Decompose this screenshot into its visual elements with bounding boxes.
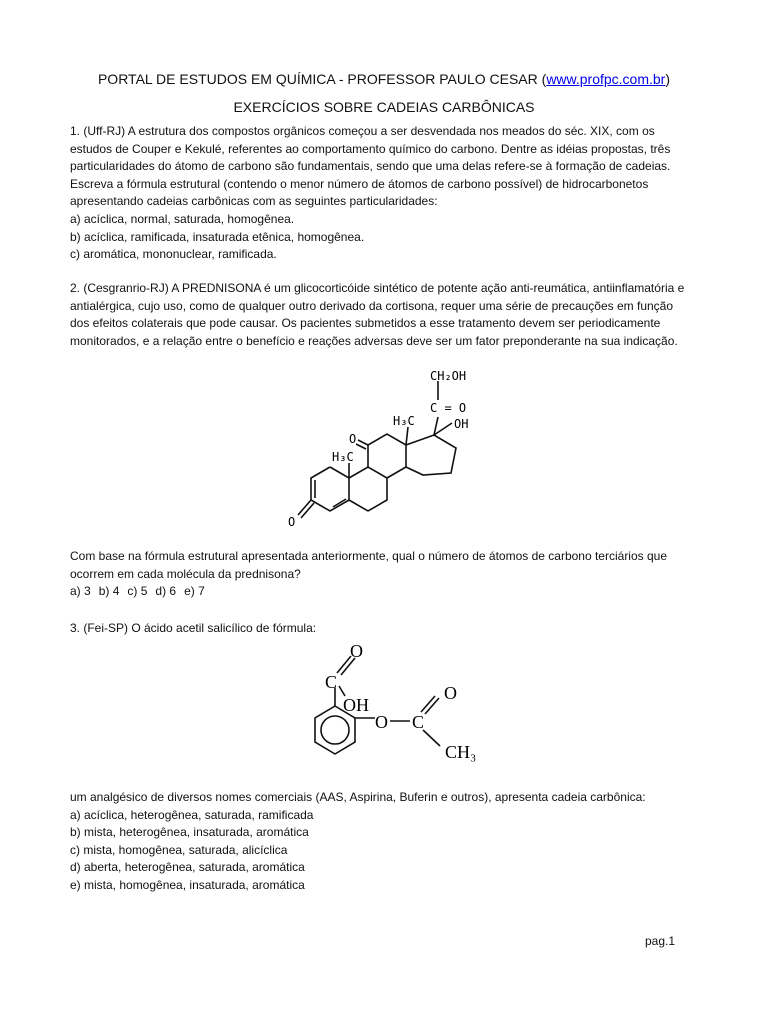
question-2: [70, 280, 720, 350]
label-h3c-top: H₃C: [393, 414, 415, 428]
question-3-intro: 3. (Fei-SP) O ácido acetil salicílico de fórmula:: [70, 621, 317, 635]
label-o-right: O: [444, 683, 457, 703]
q2-option-c: c) 5: [127, 584, 148, 599]
q2-line: 2. (Cesgranrio-RJ) A PREDNISONA é um glicocorticóide sintético de potente ação anti-reumática, antiinflamatória e: [70, 281, 685, 295]
q2-line: antialérgica, cujo uso, como de qualquer outro derivado da cortisona, requer uma série de precauções em função: [70, 298, 674, 313]
q1-line: particularidades do átomo de carbono são fundamentais, sendo que uma delas refere-se à formação de cadeias.: [70, 159, 671, 174]
q3-option-b: b) mista, heterogênea, insaturada, aromática: [70, 825, 309, 840]
page-number: pag.1: [645, 934, 676, 948]
q3-option-c: c) mista, homogênea, saturada, alicíclica: [70, 842, 288, 857]
q1-option-a: a) acíclica, normal, saturada, homogênea.: [70, 211, 295, 226]
q2-line: dos efeitos colaterais que pode causar. Os pacientes submetidos a esse tratamento devem ser periodicamente: [70, 316, 661, 331]
q3-question: um analgésico de diversos nomes comerciais (AAS, Aspirina, Buferin e outros), apresenta cadeia carbônica:: [70, 790, 646, 804]
label-oh: OH: [454, 417, 469, 431]
q2-option-d: d) 6: [155, 584, 177, 599]
question-1: [70, 123, 720, 264]
q1-line: apresentando cadeias carbônicas com as seguintes particularidades:: [70, 194, 438, 209]
q3-option-d: d) aberta, heterogênea, saturada, aromática: [70, 860, 305, 875]
label-carbonyl: C = O: [430, 401, 467, 415]
label-ch2oh: CH₂OH: [430, 369, 467, 383]
page-subtitle: EXERCÍCIOS SOBRE CADEIAS CARBÔNICAS: [233, 99, 535, 115]
aspirin-structure: [295, 638, 515, 768]
q2-option-b: b) 4: [98, 584, 120, 599]
label-o-top: O: [350, 641, 363, 661]
label-o-top: O: [349, 432, 357, 446]
question-3: [70, 789, 720, 895]
q1-option-b: b) acíclica, ramificada, insaturada etênica, homogênea.: [70, 229, 365, 244]
q3-option-a: a) acíclica, heterogênea, saturada, ramificada: [70, 807, 314, 822]
q2-option-a: a) 3: [70, 584, 91, 599]
label-ch3: CH₃: [445, 742, 477, 762]
label-o-left: O: [288, 515, 296, 529]
label-oh: OH: [343, 695, 369, 715]
q1-option-c: c) aromática, mononuclear, ramificada.: [70, 247, 277, 262]
title-prefix: PORTAL DE ESTUDOS EM QUÍMICA - PROFESSOR PAULO CESAR (: [97, 71, 547, 87]
q1-line: Escreva a fórmula estrutural (contendo o menor número de átomos de carbono possível) de hidrocarbonetos: [70, 176, 649, 191]
q1-line: 1. (Uff-RJ) A estrutura dos compostos orgânicos começou a ser desvendada nos meados do séc. XIX, com os: [70, 124, 655, 138]
site-link[interactable]: www.profpc.com.br: [546, 71, 666, 87]
q2-question-line: ocorrem em cada molécula da prednisona?: [70, 566, 301, 581]
q2-option-e: e) 7: [184, 584, 205, 599]
question-2-prompt: [70, 548, 720, 601]
prednisone-structure: [270, 360, 510, 535]
q1-line: estudos de Couper e Kekulé, referentes ao comportamento químico do carbono. Dentre as idéias propostas, três: [70, 141, 671, 156]
title-suffix: ): [665, 71, 671, 87]
q2-line: monitorados, e a relação entre o benefício e reações adversas deve ser um fator preponderante na sua indicação.: [70, 333, 678, 348]
label-h3c-left: H₃C: [332, 450, 354, 464]
q2-options: [70, 583, 720, 601]
q2-question-line: Com base na fórmula estrutural apresentada anteriormente, qual o número de átomos de carbono terciários que: [70, 549, 668, 563]
q3-option-e: e) mista, homogênea, insaturada, aromática: [70, 877, 305, 892]
page-title: [0, 71, 768, 87]
label-o-ester: O: [375, 712, 388, 732]
label-c1: C: [325, 672, 338, 692]
label-c2: C: [412, 712, 425, 732]
